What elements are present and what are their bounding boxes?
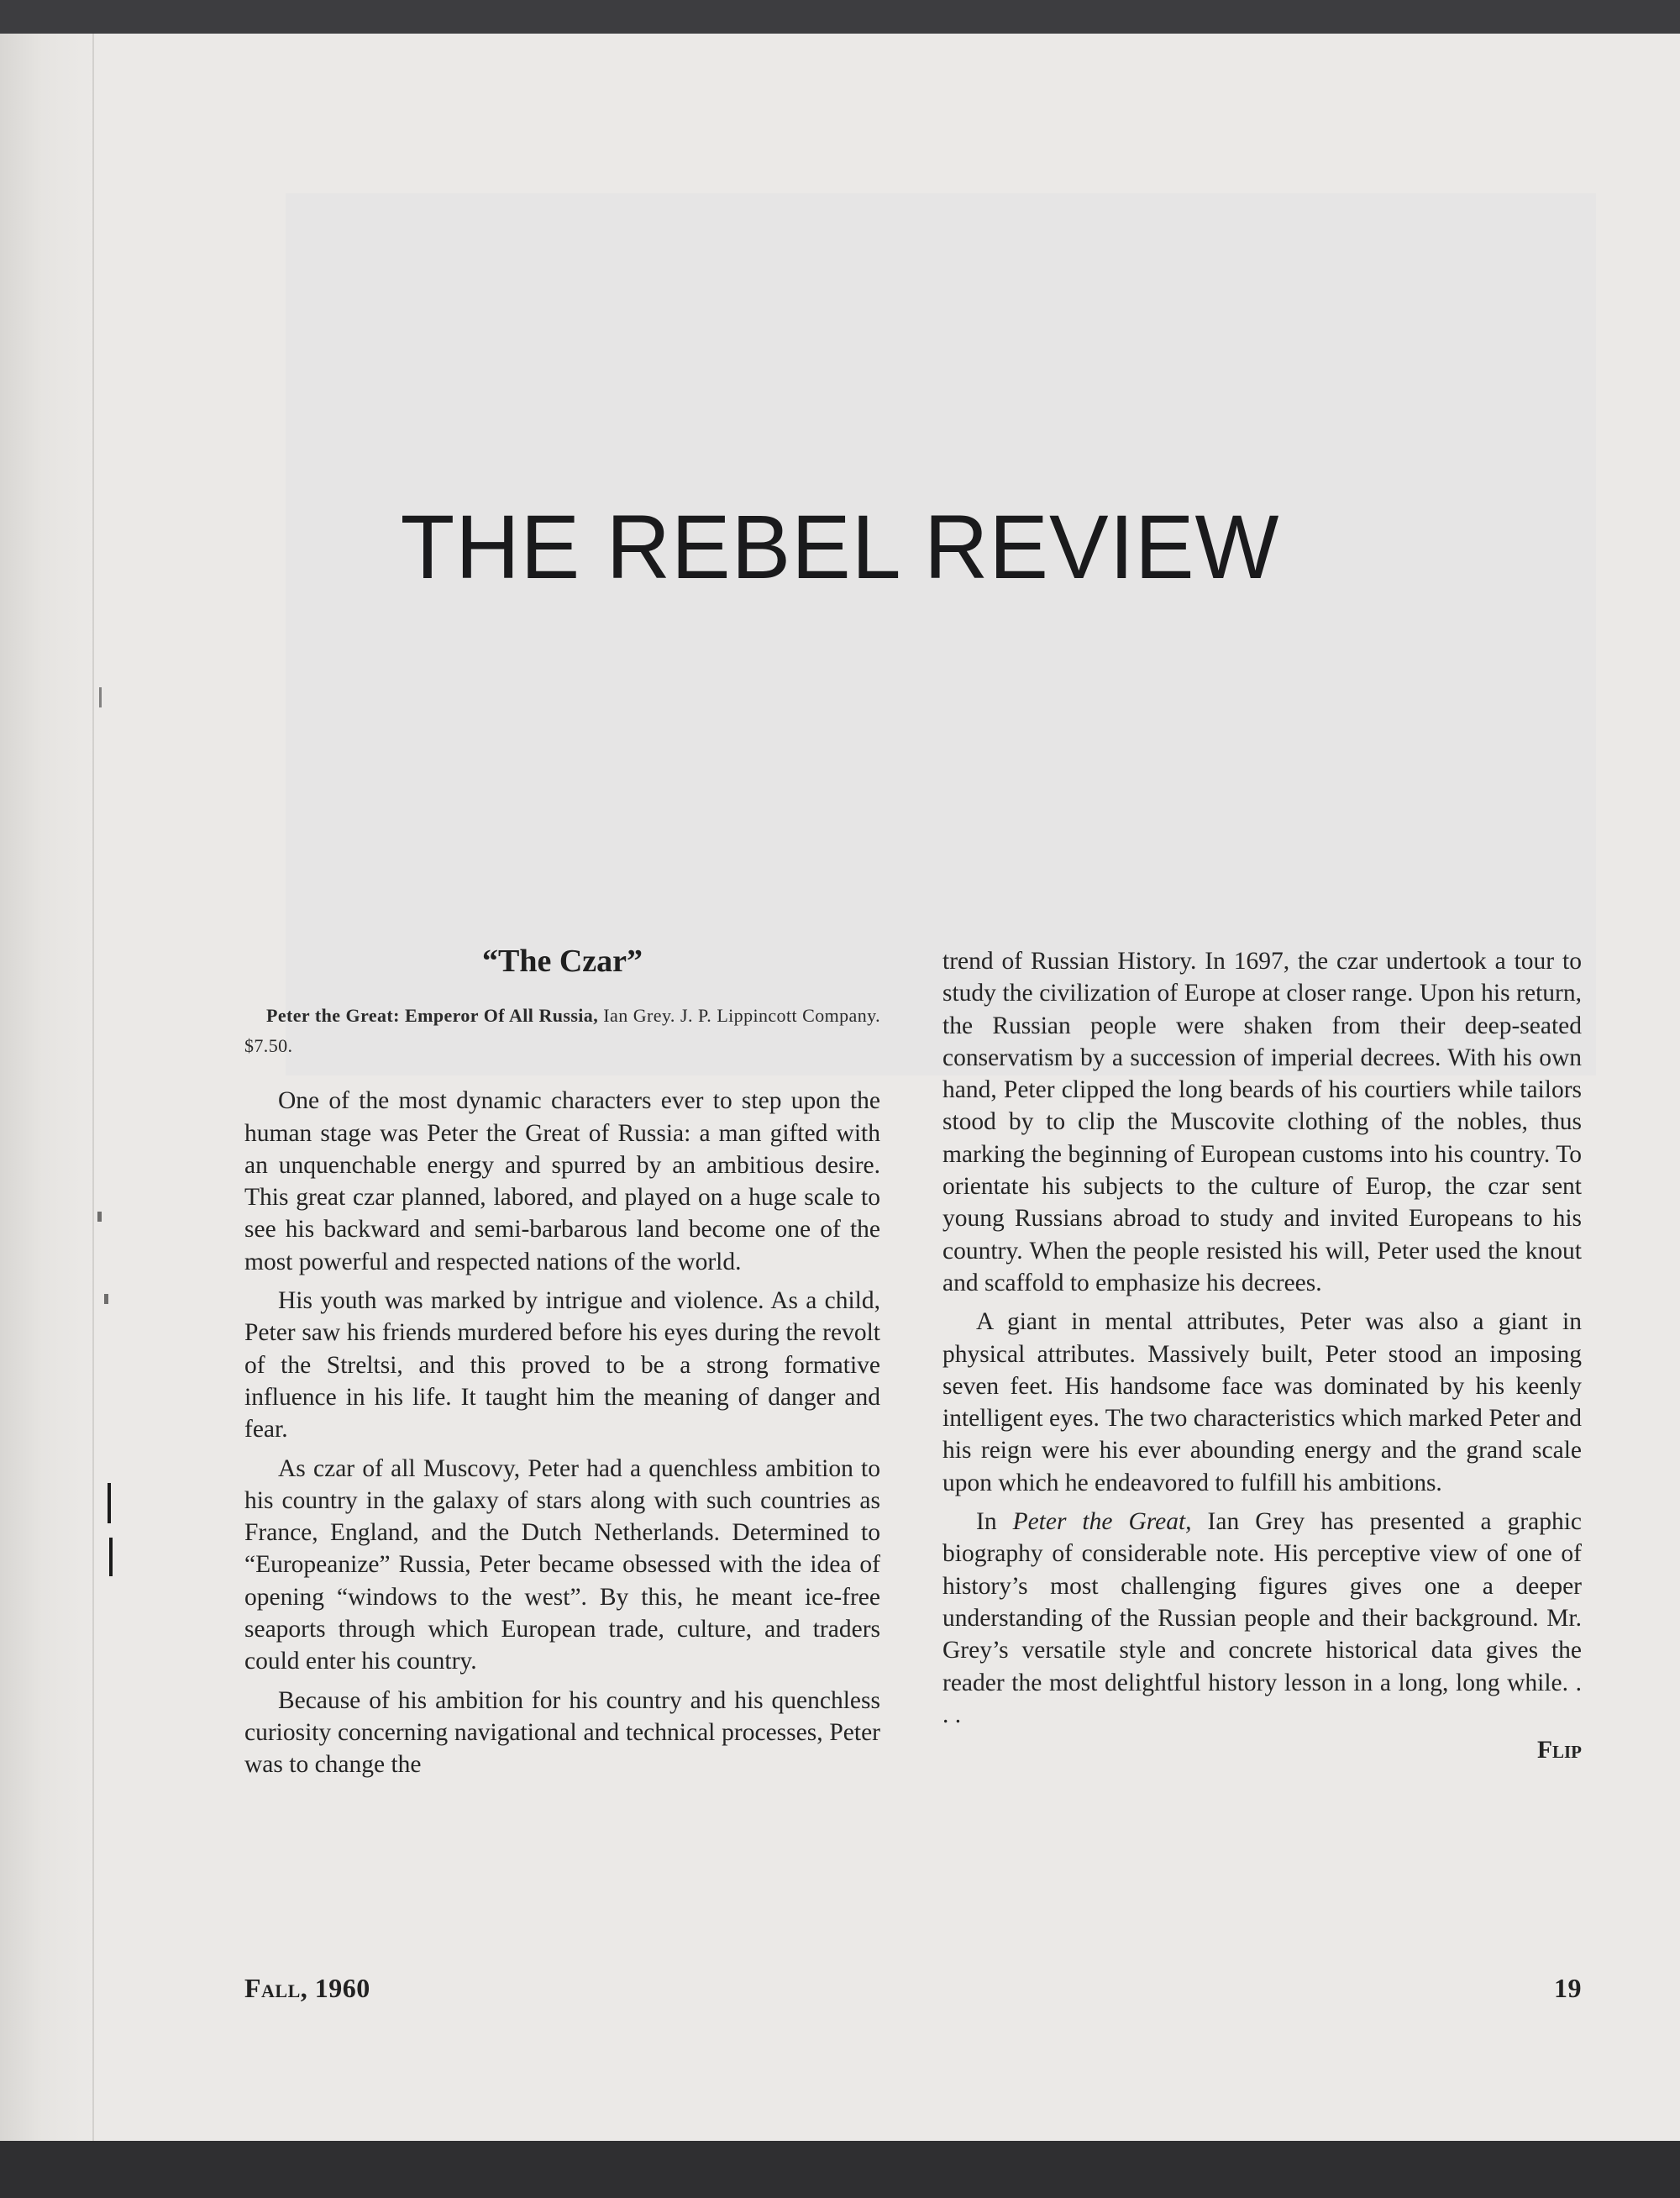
body-paragraph: A giant in mental attributes, Peter was also a giant in physical attributes. Massively built, Peter stood an imposing seven feet. His handsome face was dominated by his keenly intelligent eyes. The two characteristics which marked Peter and his reign were his ever abounding energy and the grand scale upon which he endeavored to fulfill his ambitions. (942, 1308, 1582, 1496)
body-paragraph: His youth was marked by intrigue and violence. As a child, Peter saw his friends murdered before his eyes during the revolt of the Streltsi, and this proved to be a strong formative influence in his life. It taught him the meaning of danger and fear. (244, 1287, 880, 1443)
book-title: Peter the Great: Emperor Of All Russia, (266, 1005, 599, 1027)
gutter-fold-line (92, 34, 94, 2141)
scan-border-bottom (0, 2141, 1680, 2198)
body-paragraph: One of the most dynamic characters ever to step upon the human stage was Peter the Great of Russia: a man gifted with an unquenchable energy and spurred by an ambitious desire. This great czar planned, labored, and played on a huge scale to see his backward and semi-barbarous land become one of the most powerful and respected nations of the world. (244, 1087, 880, 1275)
left-column (244, 945, 880, 1781)
page-number: 19 (1554, 1973, 1582, 2003)
author-signoff: Flip (1536, 1737, 1582, 1764)
body-paragraph-continued: trend of Russian History. In 1697, the czar undertook a tour to study the civilization of Europe at closer range. Upon his return, the Russian people were shaken from their deep-seated conservatism by a succession of imperial decrees. With his own hand, Peter clipped the long beards of his courtiers while tailors stood by to clip the Muscovite clothing of the nobles, thus marking the beginning of European customs into his country. To orientate his subjects to the culture of Europ, the czar sent young Russians abroad to study and invited Europeans to his country. When the people resisted his will, Peter used the knout and scaffold to emphasize his decrees. (942, 948, 1582, 1296)
text-run: In (976, 1508, 997, 1536)
right-column (942, 945, 1582, 1766)
binding-speck (97, 1212, 102, 1222)
book-details: Ian Grey. J. P. Lippincott Company. $7.50. (244, 1005, 880, 1057)
binding-staple-mark (108, 1483, 111, 1523)
footer-issue: Fall, 1960 (244, 1973, 370, 2003)
binding-staple-mark (109, 1538, 113, 1576)
scan-border-top (0, 0, 1680, 34)
book-title-italic: Peter the Great, (1012, 1508, 1192, 1536)
body-paragraph: As czar of all Muscovy, Peter had a quenchless ambition to his country in the galaxy of stars along with such countries as France, England, and the Dutch Netherlands. Determined to “Europeanize” Russia, Peter became obsessed with the idea of opening “windows to the west”. By this, he meant ice-free seaports through which European trade, culture, and traders could enter his country. (244, 1454, 880, 1675)
binding-speck (99, 687, 102, 707)
binding-gutter (0, 34, 94, 2141)
body-paragraph: Because of his ambition for his country and his quenchless curiosity concerning navigational and technical processes, Peter was to change the (244, 1686, 880, 1779)
page-title: THE REBEL REVIEW (400, 496, 1280, 597)
body-paragraph-conclusion (942, 1506, 1582, 1731)
book-citation (244, 1001, 880, 1061)
binding-speck (104, 1294, 108, 1304)
review-title: “The Czar” (481, 944, 643, 979)
text-run: Ian Grey has presented a graphic biography of considerable note. His perceptive view of one of history’s most challenging figures gives one a deeper understanding of the Russian people and their background. Mr. Grey’s versatile style and concrete historical data gives the reader the most delightful history lesson in a long, long while. . . . (942, 1508, 1583, 1728)
